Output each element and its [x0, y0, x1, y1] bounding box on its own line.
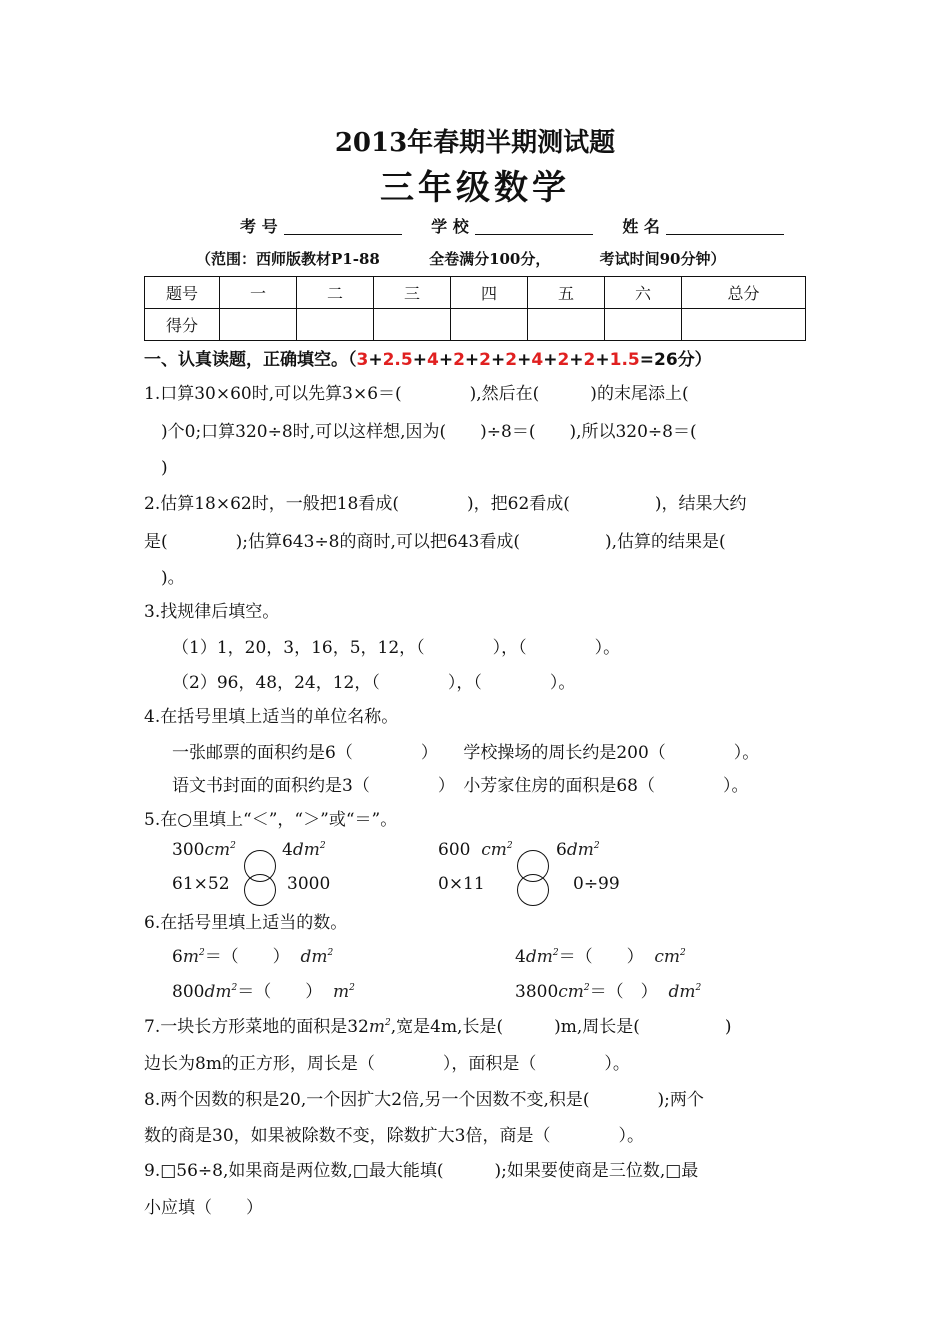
score-table [144, 276, 806, 341]
q6-b: $4dm^2=$（ ） $cm^2$ [515, 947, 686, 967]
plus: + [517, 350, 532, 370]
pt: 2 [557, 350, 570, 370]
plus: + [464, 350, 480, 370]
score-cell[interactable] [220, 309, 297, 341]
pt: 2.5 [382, 350, 413, 370]
plus: + [491, 350, 506, 370]
q1-line-3: ) [144, 458, 168, 478]
q5-a-left: $300cm^2$ [172, 840, 236, 860]
q4-line-2: 一张邮票的面积约是6（ ） 学校操场的周长约是200（ ）。 [172, 743, 760, 763]
q3-line-3: （2）96，48，24，12，（ ），（ ）。 [172, 673, 576, 693]
cell-col-1: 一 [220, 277, 297, 309]
exam-number-blank[interactable] [284, 218, 402, 235]
name-label: 姓 名 [622, 217, 660, 236]
school-label: 学 校 [431, 217, 469, 236]
score-cell[interactable] [374, 309, 451, 341]
pt: 2 [505, 350, 518, 370]
section-1-total: =26分） [639, 350, 712, 370]
plus: + [412, 350, 427, 370]
pt: 4 [426, 350, 439, 370]
plus: + [543, 350, 558, 370]
cell-col-2: 二 [297, 277, 374, 309]
q9-line-1: 9.□56÷8,如果商是两位数,□最大能填( );如果要使商是三位数,□最 [144, 1161, 699, 1181]
cell-col-3: 三 [374, 277, 451, 309]
pt: 2 [583, 350, 596, 370]
cell-score-label: 得分 [145, 309, 220, 341]
q6-a: $6m^2=$（ ） $dm^2$ [172, 947, 334, 967]
score-cell[interactable] [682, 309, 806, 341]
unit-cm: cm [204, 840, 231, 860]
q5-d-left: 0×11 [438, 874, 485, 894]
exam-title: 2013年春期半期测试题 [334, 128, 616, 158]
plus: + [569, 350, 584, 370]
compare-circle[interactable] [517, 874, 549, 906]
q2-line-1: 2.估算18×62时，一般把18看成( )，把62看成( )，结果大约 [144, 494, 747, 514]
compare-circle[interactable] [244, 874, 276, 906]
pt: 3 [356, 350, 369, 370]
unit-dm: dm [292, 840, 320, 860]
q5-line-1: 5.在○里填上“＜”，“＞”或“＝”。 [144, 810, 398, 830]
cell-col-6: 六 [605, 277, 682, 309]
score-cell[interactable] [605, 309, 682, 341]
q7-line-2: 边长为8m的正方形，周长是（ ），面积是（ ）。 [144, 1054, 630, 1074]
pt: 1.5 [609, 350, 640, 370]
pt: 2 [453, 350, 465, 370]
unit-dm: dm [566, 840, 594, 860]
q9-line-2: 小应填（ ） [144, 1198, 263, 1218]
plus: + [438, 350, 454, 370]
q6-c: $800dm^2=$（ ） $m^2$ [172, 982, 355, 1002]
section-1-title: 一、认真读题，正确填空。（ [144, 350, 357, 370]
q8-line-1: 8.两个因数的积是20,一个因扩大2倍,另一个因数不变,积是( );两个 [144, 1090, 704, 1110]
q1-line-2: )个0;口算320÷8时,可以这样想,因为( )÷8＝( ),所以320÷8＝( [144, 422, 697, 442]
q3-line-2: （1）1，20，3，16，5，12，（ ），（ ）。 [172, 638, 621, 658]
cell-question-number: 题号 [145, 277, 220, 309]
cell-col-4: 四 [451, 277, 528, 309]
name-blank[interactable] [666, 218, 784, 235]
unit-cm: cm [481, 840, 507, 860]
scope-time: 考试时间90分钟） [599, 250, 726, 268]
q5-c-left: 61×52 [172, 874, 230, 894]
exam-subtitle: 三年级数学 [380, 168, 570, 208]
scope-range: （范围：西师版教材P1-88 [196, 250, 380, 268]
score-table-header-row [145, 277, 806, 309]
school-blank[interactable] [475, 218, 593, 235]
q5-c-right: 3000 [287, 874, 331, 894]
score-cell[interactable] [528, 309, 605, 341]
q1-line-1: 1.口算30×60时,可以先算3×6＝( ),然后在( )的末尾添上( [144, 384, 689, 404]
exam-number-label: 考 号 [240, 217, 278, 236]
q7-line-1: 7.一块长方形菜地的面积是$32m^2$,宽是4m,长是( )m,周长是( ) [144, 1017, 732, 1037]
score-table-score-row [145, 309, 806, 341]
q3-line-1: 3.找规律后填空。 [144, 602, 280, 622]
q4-line-3: 语文书封面的面积约是3（ ） 小芳家住房的面积是68（ ）。 [172, 776, 749, 796]
cell-col-5: 五 [528, 277, 605, 309]
q6-line-1: 6.在括号里填上适当的数。 [144, 913, 348, 933]
q5-b-left: 600 $cm^2$ [438, 840, 513, 860]
plus: + [368, 350, 383, 370]
plus: + [595, 350, 610, 370]
student-info-row [240, 214, 808, 237]
q5-b-right: $6dm^2$ [556, 840, 600, 860]
q4-line-1: 4.在括号里填上适当的单位名称。 [144, 707, 399, 727]
score-cell[interactable] [451, 309, 528, 341]
q6-d: $3800cm^2=$（ ） $dm^2$ [515, 982, 702, 1002]
scope-full-score: 全卷满分100分， [429, 250, 551, 268]
q2-line-3: )。 [144, 568, 185, 588]
score-cell[interactable] [297, 309, 374, 341]
pt: 4 [531, 350, 544, 370]
exam-scope-row [196, 248, 769, 269]
cell-total: 总分 [682, 277, 806, 309]
section-1-heading [144, 345, 712, 370]
q5-a-right: $4dm^2$ [282, 840, 326, 860]
pt: 2 [479, 350, 491, 370]
q2-line-2: 是( );估算643÷8的商时,可以把643看成( ),估算的结果是( [144, 532, 726, 552]
q8-line-2: 数的商是30，如果被除数不变，除数扩大3倍，商是（ ）。 [144, 1126, 644, 1146]
q5-d-right: 0÷99 [573, 874, 620, 894]
